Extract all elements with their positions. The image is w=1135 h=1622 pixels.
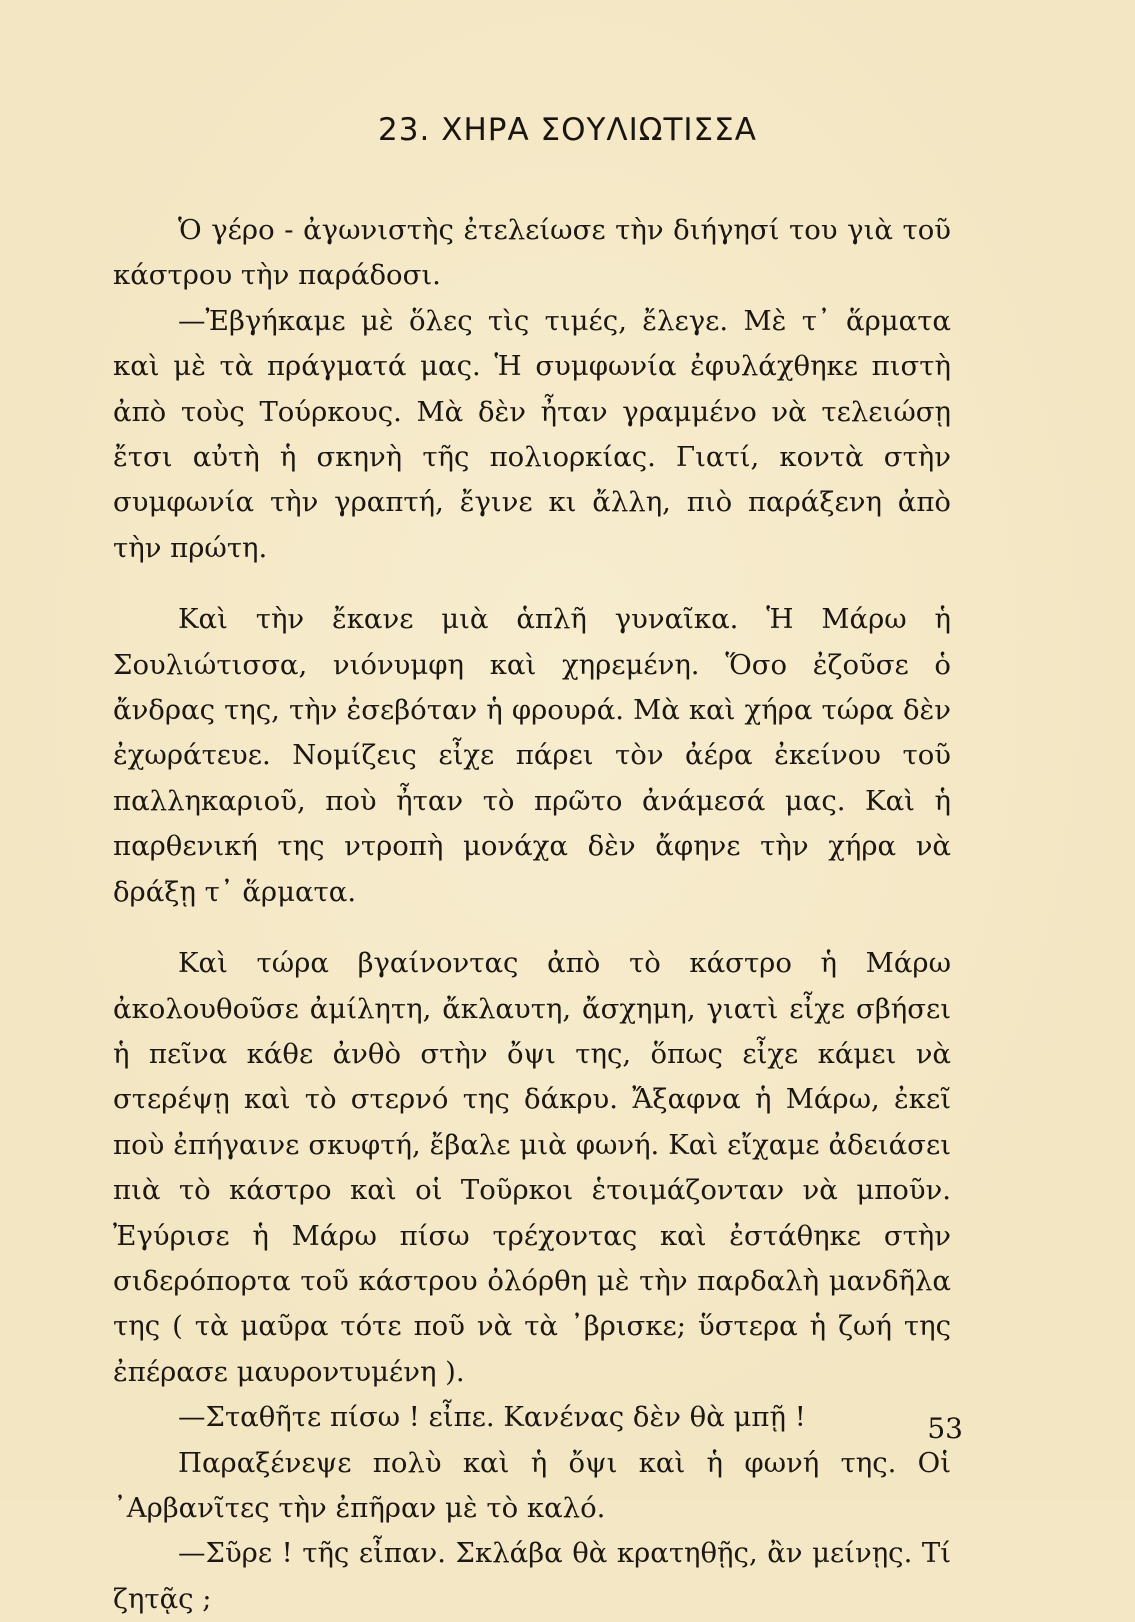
paragraph-6: Παραξένεψε πολὺ καὶ ἡ ὄψι καὶ ἡ φωνή της. Οἱ ᾽Αρβανῖτες τὴν ἐπῆραν μὲ τὸ καλό. (113, 1446, 951, 1524)
page-number: 53 (927, 1412, 963, 1445)
chapter-title: 23. ΧΗΡΑ ΣΟΥΛΙΩΤΙΣΣΑ (378, 112, 757, 148)
paragraph-2: —Ἐβγήκαμε μὲ ὅλες τὶς τιμές, ἔλεγε. Μὲ τ᾽ ἅρματα καὶ μὲ τὰ πράγματά μας. Ἡ συμφωνία ἐφυλάχθηκε πιστὴ ἀπὸ τοὺς Τούρκους. Μὰ δὲν ἦταν γραμμένο νὰ τελειώσῃ ἔτσι αὐτὴ ἡ σκηνὴ τῆς πολιορκίας. Γιατί, κοντὰ στὴν συμφωνία τὴν γραπτή, ἔγινε κι ἄλλη, πιὸ παράξενη ἀπὸ τὴν πρώτη. (113, 304, 951, 564)
paragraph-7: —Σῦρε ! τῆς εἶπαν. Σκλάβα θὰ κρατηθῇς, ἂν μείνῃς. Τί ζητᾷς ; (113, 1537, 951, 1615)
body-text (113, 208, 951, 1622)
paragraph-3: Καὶ τὴν ἔκανε μιὰ ἁπλῆ γυναῖκα. Ἡ Μάρω ἡ Σουλιώτισσα, νιόνυμφη καὶ χηρεμένη. Ὅσο ἐζοῦσε ὁ ἄνδρας της, τὴν ἐσεβόταν ἡ φρουρά. Μὰ καὶ χήρα τώρα δὲν ἐχωράτευε. Νομίζεις εἶχε πάρει τὸν ἀέρα ἐκείνου τοῦ παλληκαριοῦ, ποὺ ἦταν τὸ πρῶτο ἀνάμεσά μας. Καὶ ἡ παρθενική της ντροπὴ μονάχα δὲν ἄφηνε τὴν χήρα νὰ δράξῃ τ᾽ ἅρματα. (113, 603, 951, 908)
paragraph-5: —Σταθῆτε πίσω ! εἶπε. Κανένας δὲν θὰ μπῇ ! (178, 1401, 806, 1434)
paragraph-1: Ὁ γέρο - ἀγωνιστὴς ἐτελείωσε τὴν διήγησί του γιὰ τοῦ κάστρου τὴν παράδοσι. (113, 214, 951, 292)
paragraph-4: Καὶ τώρα βγαίνοντας ἀπὸ τὸ κάστρο ἡ Μάρω ἀκολουθοῦσε ἀμίλητη, ἄκλαυτη, ἄσχημη, γιατὶ εἶχε σβήσει ἡ πεῖνα κάθε ἀνθὸ στὴν ὄψι της, ὅπως εἶχε κάμει νὰ στερέψῃ καὶ τὸ στερνό της δάκρυ. Ἄξαφνα ἡ Μάρω, ἐκεῖ ποὺ ἐπήγαινε σκυφτή, ἔβαλε μιὰ φωνή. Καὶ εἴχαμε ἀδειάσει πιὰ τὸ κάστρο καὶ οἱ Τοῦρκοι ἑτοιμάζονταν νὰ μποῦν. Ἐγύρισε ἡ Μάρω πίσω τρέχοντας καὶ ἐστάθηκε στὴν σιδερόπορτα τοῦ κάστρου ὀλόρθη μὲ τὴν παρδαλὴ μανδῆλα της ( τὰ μαῦρα τότε ποῦ νὰ τὰ ᾽βρισκε; ὕστερα ἡ ζωή της ἐπέρασε μαυροντυμένη ). (113, 947, 951, 1388)
